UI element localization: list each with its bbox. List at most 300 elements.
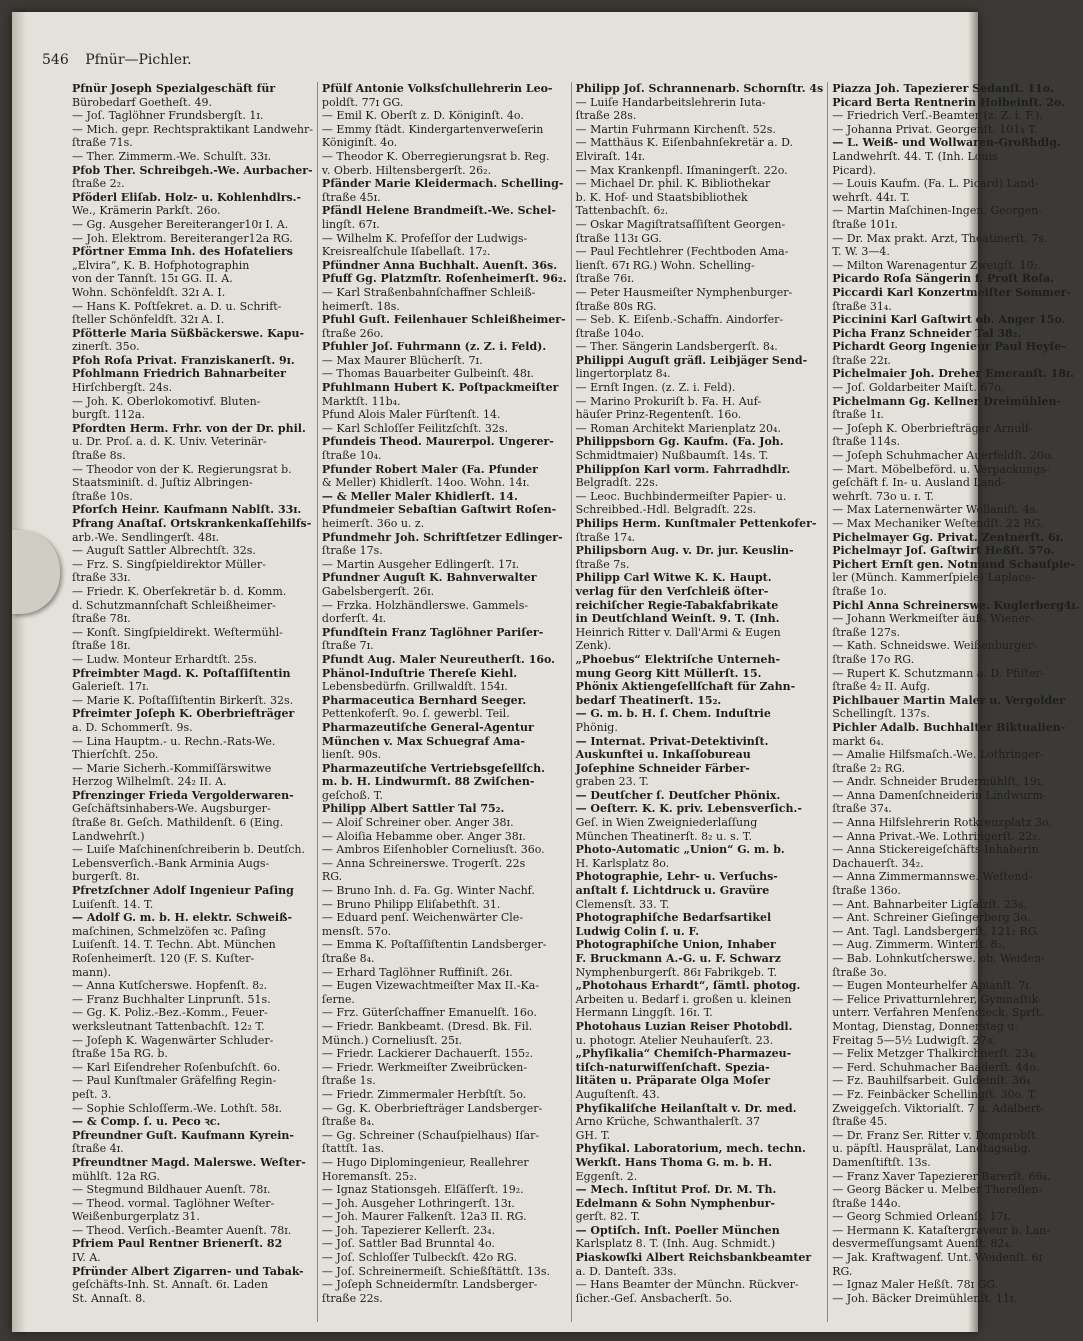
- directory-entry: tiſch-naturwiſſenſchaft. Spezia-: [575, 1060, 770, 1074]
- directory-entry: Pichelmayr Joſ. Gaſtwirt Heßſt. 57o.: [832, 544, 1055, 558]
- directory-entry: — Deutſcher ſ. Deutſcher Phönix.: [575, 788, 781, 802]
- directory-entry: ſtraße 31₄.: [832, 299, 892, 313]
- directory-entry: IV. A.: [72, 1251, 101, 1265]
- directory-entry: — Joh. K. Oberlokomotivf. Bluten-: [72, 394, 261, 408]
- directory-entry: u. photogr. Atelier Neuhauſerſt. 23.: [575, 1033, 774, 1047]
- directory-entry: — Anna Hilfslehrerin Rotkreuzplatz 3o.: [832, 816, 1052, 830]
- directory-entry: — Anna Zimmermannswe. Weſtend-: [832, 870, 1033, 884]
- directory-entry: verlag für den Verſchleiß öſter-: [575, 584, 769, 598]
- directory-entry: Pfändl Helene Brandmeiſt.-We. Schel-: [321, 204, 556, 218]
- directory-entry: — Paul Fechtlehrer (Fechtboden Ama-: [575, 245, 789, 259]
- directory-entry: häuſer Prinz-Regentenſt. 16o.: [575, 408, 742, 422]
- directory-entry: Pichl Anna Schreinerswe. Kuglerberg4ɪ.: [832, 598, 1080, 612]
- directory-entry: — Anna Schreinerswe. Trogerſt. 22s: [321, 856, 526, 870]
- directory-entry: — L. Weiß- und Wollwaren-Großhdlg.: [832, 136, 1061, 150]
- directory-entry: — Amalie Hilfsmaſch.-We. Lothringer-: [832, 748, 1044, 762]
- directory-entry: Zenk).: [575, 639, 612, 653]
- directory-entry: — Ludw. Monteur Erhardtſt. 25s.: [72, 652, 258, 666]
- directory-entry: ſtraße 101ɪ.: [832, 217, 898, 231]
- directory-entry: — Joſeph K. Oberbriefträger Arnulf-: [832, 421, 1033, 435]
- directory-entry: — Ignaz Maler Heßſt. 78ɪ GG.: [832, 1278, 999, 1292]
- directory-entry: — Emmy ſtädt. Kindergartenverweſerin: [321, 122, 544, 136]
- directory-entry: — Hans Beamter der Münchn. Rückver-: [575, 1278, 799, 1292]
- directory-entry: RG.: [321, 870, 343, 884]
- directory-entry: Arno Krüche, Schwanthalerſt. 37: [575, 1115, 760, 1129]
- directory-entry: Pfrenzinger Frieda Vergolderwaren-: [72, 788, 294, 802]
- directory-entry: — Dr. Max prakt. Arzt, Theatinerſt. 7s.: [832, 231, 1048, 245]
- directory-entry: — Wilhelm K. Profeſſor der Ludwigs-: [321, 231, 528, 245]
- directory-entry: — Martin Maſchinen-Ingen. Georgen-: [832, 204, 1042, 218]
- directory-entry: — Gg. Schreiner (Schauſpielhaus) Iſar-: [321, 1128, 540, 1142]
- directory-entry: Pfänder Marie Kleidermach. Schelling-: [321, 177, 564, 191]
- directory-entry: Hermann Linggſt. 16ɪ. T.: [575, 1006, 713, 1020]
- directory-entry: — Joſ. Schreinermeiſt. Schießſtättſt. 13s.: [321, 1264, 551, 1278]
- directory-entry: — Michael Dr. phil. K. Bibliothekar: [575, 177, 771, 191]
- directory-entry: — Thomas Bauarbeiter Gulbeinſt. 48ɪ.: [321, 367, 534, 381]
- directory-entry: Phyſikal. Laboratorium, mech. techn.: [575, 1142, 806, 1156]
- directory-entry: — Anna Stickereigeſchäfts-Inhaberin: [832, 843, 1039, 857]
- directory-entry: Pfordten Herm. Frhr. von der Dr. phil.: [72, 421, 306, 435]
- directory-entry: ſtraße 10s.: [72, 489, 133, 503]
- directory-entry: Weißenburgerplatz 31.: [72, 1210, 200, 1224]
- page-header: [42, 52, 192, 68]
- directory-entry: — Ther. Sängerin Landsbergerſt. 8₄.: [575, 340, 778, 354]
- directory-entry: — Karl Schloſſer Feilitzſchſt. 32s.: [321, 421, 509, 435]
- directory-entry: — Anna Damenſchneiderin Lindwurm-: [832, 788, 1047, 802]
- directory-entry: Pfundſtein Franz Taglöhner Pariſer-: [321, 625, 544, 639]
- directory-entry: — Marie K. Poſtaſſiſtentin Birkerſt. 32s.: [72, 693, 294, 707]
- directory-entry: — Georg Bäcker u. Melber Thereſien-: [832, 1183, 1043, 1197]
- directory-entry: Pharmazeutiſche Vertriebsgeſellſch.: [321, 761, 545, 775]
- directory-entry: GH. T.: [575, 1128, 611, 1142]
- directory-entry: — Aloiſ Schreiner ober. Anger 38ɪ.: [321, 816, 514, 830]
- directory-entry: ſtraße 28s.: [575, 109, 637, 123]
- directory-entry: ſtraße 1ɪ.: [832, 408, 884, 422]
- directory-entry: Pharmaceutica Bernhard Seeger.: [321, 693, 527, 707]
- directory-entry: Pfnür Joseph Spezialgeschäft für: [72, 82, 276, 95]
- directory-entry: ſtraße 15a RG. b.: [72, 1047, 168, 1061]
- directory-entry: Schmidtmaier) Nußbaumſt. 14s. T.: [575, 449, 769, 463]
- directory-entry: München v. Max Schuegraf Ama-: [321, 734, 525, 748]
- directory-entry: ſtraße 80s RG.: [575, 299, 657, 313]
- directory-entry: Pfundeis Theod. Maurerpol. Ungerer-: [321, 435, 554, 449]
- directory-entry: — Friedr. Werkmeiſter Zweibrücken-: [321, 1060, 528, 1074]
- directory-entry: ſtraße 33ɪ.: [72, 571, 131, 585]
- directory-entry: lingertorplatz 8₄.: [575, 367, 671, 381]
- directory-entry: heimerſt. 36o u. z.: [321, 517, 425, 530]
- directory-entry: Philippi Auguſt gräfl. Leibjäger Send-: [575, 353, 808, 367]
- directory-entry: — Marino Prokuriſt b. Fa. H. Auf-: [575, 394, 762, 408]
- directory-entry: Hirſchbergſt. 24s.: [72, 381, 173, 395]
- directory-entry: Picard).: [832, 163, 876, 177]
- directory-entry: — Eugen Vizewachtmeiſter Max II.-Ka-: [321, 979, 540, 993]
- directory-entry: — Rupert K. Schutzmann a. D. Pfiſter-: [832, 666, 1045, 680]
- directory-entry: Pfuhl Guſt. Feilenhauer Schleißheimer-: [321, 313, 566, 327]
- directory-entry: — Friedr. Bankbeamt. (Dresd. Bk. Fil.: [321, 1019, 533, 1033]
- directory-entry: mensſt. 57o.: [321, 924, 391, 938]
- directory-entry: geſchoß. T.: [321, 788, 383, 802]
- directory-entry: ſtraße 8₄.: [321, 1115, 375, 1129]
- page-spine: [12, 12, 26, 1332]
- directory-entry: ſtraße 78ɪ.: [72, 612, 131, 626]
- directory-entry: Edelmann & Sohn Nymphenbur-: [575, 1196, 776, 1210]
- directory-entry: Piccardi Karl Konzertmeiſter Sommer-: [832, 285, 1072, 299]
- directory-entry: — Internat. Privat-Detektivinſt.: [575, 734, 769, 748]
- directory-entry: St. Annaſt. 8.: [72, 1291, 146, 1305]
- directory-entry: „Elvira“, K. B. Hofphotographin: [72, 258, 250, 272]
- directory-entry: Pharmazeutiſche General-Agentur: [321, 720, 534, 734]
- directory-entry: — Fz. Bauhilfsarbeit. Guldeinſt. 36₄: [832, 1074, 1031, 1088]
- directory-entry: Clemensſt. 33. T.: [575, 897, 670, 911]
- directory-entry: burgerſt. 8ɪ.: [72, 870, 140, 884]
- directory-entry: Dachauerſt. 34₂.: [832, 856, 924, 870]
- directory-entry: ſtraße 45.: [832, 1115, 888, 1129]
- directory-entry: — Anna Kutſcherswe. Hopfenſt. 8₂.: [72, 979, 268, 993]
- directory-entry: ſtraße 10₄.: [321, 449, 382, 463]
- directory-entry: dorferſt. 4ɪ.: [321, 612, 387, 626]
- directory-entry: Lebensbedürfn. Grillwaldſt. 154ɪ.: [321, 680, 508, 694]
- directory-column-3: [576, 82, 829, 1322]
- directory-entry: maſchinen, Schmelzöfen ꝛc. Paſing: [72, 924, 266, 938]
- directory-entry: Pfündner Anna Buchhalt. Auenſt. 36s.: [321, 258, 558, 272]
- directory-entry: Marktſt. 11b₄.: [321, 394, 401, 408]
- directory-entry: Pichelmayer Gg. Privat. Zentnerſt. 6ɪ.: [832, 530, 1064, 544]
- directory-entry: — Luiſe Handarbeitslehrerin Iuta-: [575, 95, 766, 109]
- directory-entry: Photohaus Luzian Reiser Photobdl.: [575, 1019, 793, 1033]
- directory-entry: Pichelmann Gg. Kellner Dreimühlen-: [832, 394, 1062, 408]
- directory-entry: — Paul Kunſtmaler Gräfelfing Regin-: [72, 1074, 277, 1088]
- directory-entry: — Luiſe Maſchinenſchreiberin b. Deutſch.: [72, 843, 306, 857]
- directory-entry: Photographiſche Bedarfsartikel: [575, 911, 772, 925]
- directory-entry: — Ant. Bahnarbeiter Ligſalzſt. 23s.: [832, 897, 1027, 911]
- directory-entry: ſtraße 8s.: [72, 449, 126, 463]
- directory-entry: — Theod. Verſich.-Beamter Auenſt. 78ɪ.: [72, 1223, 292, 1237]
- directory-entry: ſtraße 1s.: [321, 1074, 376, 1088]
- directory-entry: Pfuhlmann Hubert K. Poſtpackmeiſter: [321, 381, 559, 395]
- directory-entry: ſtraße 3o.: [832, 965, 887, 979]
- directory-entry: mühlſt. 12a RG.: [72, 1169, 160, 1183]
- directory-entry: ler (Münch. Kammerſpiele) Laplace-: [832, 571, 1035, 585]
- directory-entry: ſtraße 37₄.: [832, 802, 892, 816]
- directory-entry: — Joſ. Goldarbeiter Maiſt. 67o.: [832, 381, 1005, 395]
- directory-entry: — Ferd. Schuhmacher Baaderſt. 44o.: [832, 1060, 1040, 1074]
- directory-entry: — Karl Eiſendreher Roſenbuſchſt. 6o.: [72, 1060, 281, 1074]
- directory-entry: Pfretzſchner Adolf Ingenieur Paſing: [72, 884, 294, 898]
- directory-entry: — Adolf G. m. b. H. elektr. Schweiß-: [72, 911, 293, 925]
- directory-entry: Joſephine Schneider Färber-: [575, 761, 750, 775]
- directory-entry: ſtraße 4₂ II. Aufg.: [832, 680, 931, 694]
- directory-entry: Pfuff Gg. Platzmſtr. Roſenheimerſt. 96₂.: [321, 272, 567, 286]
- directory-entry: mung Georg Kitt Müllerſt. 15.: [575, 666, 762, 680]
- directory-entry: ſtraße 71s.: [72, 136, 133, 150]
- directory-entry: Bürobedarf Goetheſt. 49.: [72, 95, 212, 109]
- directory-entry: ſtraße 17s.: [321, 544, 383, 558]
- directory-entry: Luiſenſt. 14. T.: [72, 897, 154, 911]
- directory-entry: — Anna Privat.-We. Lothringerſt. 22₂.: [832, 829, 1041, 843]
- directory-entry: Pfundt Aug. Maler Neureutherſt. 16o.: [321, 652, 555, 666]
- directory-entry: — Joſeph Schuhmacher Auerfeldſt. 20o.: [832, 449, 1054, 463]
- directory-entry: — Marie Sicherh.-Kommiſſärswitwe: [72, 761, 272, 775]
- directory-entry: — Emil K. Oberſt z. D. Königinſt. 4o.: [321, 109, 524, 123]
- directory-entry: ſtraße 4ɪ.: [72, 1142, 124, 1156]
- directory-entry: Pfundmeier Sebaſtian Gaſtwirt Roſen-: [321, 503, 557, 517]
- directory-entry: — Franz Buchhalter Linprunſt. 51s.: [72, 992, 271, 1006]
- directory-entry: Karlsplatz 8. T. (Inh. Aug. Schmidt.): [575, 1237, 776, 1251]
- directory-entry: Pichelmaier Joh. Dreher Emeranſt. 18ɪ.: [832, 367, 1075, 381]
- directory-entry: lingſt. 67ɪ.: [321, 217, 380, 231]
- directory-entry: — Jak. Kraftwagenf. Unt. Weidenſt. 6ɪ: [832, 1251, 1043, 1265]
- directory-entry: werksleutnant Tattenbachſt. 12₂ T.: [72, 1019, 265, 1033]
- directory-entry: — Martin Ausgeher Edlingerſt. 17ɪ.: [321, 557, 520, 571]
- directory-entry: — Konſt. Singſpieldirekt. Weſtermühl-: [72, 625, 283, 639]
- directory-entry: — Friedr. K. Oberſekretär b. d. Komm.: [72, 584, 287, 598]
- directory-entry: Pfob Ther. Schreibgeh.-We. Aurbacher-: [72, 163, 313, 177]
- directory-entry: F. Bruckmann A.-G. u. F. Schwarz: [575, 952, 781, 965]
- directory-entry: Herzog Wilhelmſt. 24₂ II. A.: [72, 775, 227, 789]
- directory-entry: — Max Mechaniker Weſtendſt. 22 RG.: [832, 517, 1044, 530]
- directory-entry: Pföderl Eliſab. Holz- u. Kohlenhdlrs.-: [72, 190, 302, 204]
- directory-entry: wehrſt. 73o u. ɪ. T.: [832, 489, 934, 503]
- directory-entry: Schreibbed.-Hdl. Belgradſt. 22s.: [575, 503, 757, 517]
- directory-entry: Phänol-Induſtrie Thereſe Kiehl.: [321, 666, 518, 680]
- directory-entry: — Mech. Inſtitut Prof. Dr. M. Th.: [575, 1183, 777, 1197]
- directory-entry: zinerſt. 35o.: [72, 340, 140, 354]
- directory-entry: Pfreundner Guſt. Kaufmann Kyrein-: [72, 1128, 294, 1142]
- directory-entry: — Bruno Philipp Eliſabethſt. 31.: [321, 897, 501, 911]
- directory-entry: — Oeſterr. K. K. priv. Lebensverſich.-: [575, 802, 802, 816]
- directory-entry: Philipp Carl Witwe K. K. Haupt.: [575, 571, 772, 585]
- directory-entry: Gabelsbergerſt. 26ɪ.: [321, 584, 435, 598]
- directory-entry: Philipsborn Aug. v. Dr. jur. Keuslin-: [575, 544, 794, 558]
- directory-entry: ſtraße 114s.: [832, 435, 901, 449]
- directory-entry: Pichert Ernſt gen. Notmund Schauſpie-: [832, 557, 1075, 571]
- directory-entry: Montag, Dienstag, Donnerstag u.: [832, 1019, 1018, 1033]
- directory-entry: ſicher.-Geſ. Ansbacherſt. 5o.: [575, 1291, 733, 1305]
- directory-entry: Eggenſt. 2.: [575, 1169, 638, 1183]
- directory-entry: ſtraße 2₂.: [72, 177, 125, 191]
- directory-entry: ſtraße 7s.: [575, 557, 630, 571]
- directory-entry: ſteller Schönfeldſt. 32ɪ A. I.: [72, 313, 225, 327]
- directory-entry: Münch.) Corneliusſt. 25ɪ.: [321, 1033, 463, 1047]
- directory-entry: Lebensverſich.-Bank Arminia Augs-: [72, 856, 270, 870]
- directory-entry: lienſt. 67ɪ RG.) Wohn. Schelling-: [575, 258, 755, 272]
- directory-entry: u. päpſtl. Hausprälat, Landtagsabg.: [832, 1142, 1031, 1156]
- directory-entry: „Phoebus“ Elektriſche Unterneh-: [575, 652, 781, 666]
- directory-entry: — Johann Werkmeiſter äuß. Wiener-: [832, 612, 1034, 626]
- directory-entry: — Joſeph K. Wagenwärter Schluder-: [72, 1033, 274, 1047]
- directory-entry: Pförtner Emma Inh. des Hofateliers: [72, 245, 293, 259]
- directory-entry: anſtalt f. Lichtdruck u. Gravüre: [575, 884, 770, 898]
- directory-entry: Tattenbachſt. 6₂.: [575, 204, 669, 218]
- directory-entry: — Gg. Ausgeher Bereiteranger10ɪ I. A.: [72, 217, 289, 231]
- directory-entry: Photo-Automatic „Union“ G. m. b.: [575, 843, 785, 857]
- directory-entry: Picha Franz Schneider Tal 38₂.: [832, 326, 1022, 340]
- directory-entry: — Seb. K. Eiſenb.-Schaffn. Aindorfer-: [575, 313, 784, 327]
- directory-entry: Philipp Joſ. Schrannenarb. Schornſtr. 4s: [575, 82, 824, 95]
- directory-entry: — Joſ. Sattler Bad Brunntal 4o.: [321, 1237, 495, 1251]
- directory-entry: — Felix Metzger Thalkirchnerſt. 23₄.: [832, 1047, 1037, 1061]
- directory-entry: gerſt. 82. T.: [575, 1210, 641, 1224]
- directory-entry: — Joh. Maurer Falkenſt. 12a3 II. RG.: [321, 1210, 527, 1224]
- directory-entry: ſtraße 26o.: [321, 326, 384, 340]
- directory-entry: — Auguſt Sattler Albrechtſt. 32s.: [72, 544, 256, 558]
- directory-entry: Werkſt. Hans Thoma G. m. b. H.: [575, 1155, 773, 1169]
- directory-entry: München Theatinerſt. 8₂ u. s. T.: [575, 829, 752, 843]
- directory-entry: in Deutſchland Weinſt. 9. T. (Inh.: [575, 612, 780, 626]
- directory-entry: desvermeſſungsamt Auenſt. 82₄.: [832, 1237, 1013, 1251]
- directory-entry: — Stegmund Bildhauer Auenſt. 78ɪ.: [72, 1183, 271, 1197]
- directory-entry: — Ther. Zimmerm.-We. Schulſt. 33ɪ.: [72, 149, 272, 163]
- directory-entry: litäten u. Präparate Olga Moſer: [575, 1074, 771, 1088]
- directory-entry: ſtraße 17o RG.: [832, 652, 915, 666]
- directory-entry: Geſchäftsinhabers-We. Augsburger-: [72, 802, 271, 816]
- directory-entry: geſchäft f. In- u. Ausland Land-: [832, 476, 1006, 490]
- directory-column-4: [832, 82, 1083, 1322]
- directory-entry: — Max Laternenwärter Wollaniſt. 4s.: [832, 503, 1039, 517]
- directory-entry: — Matthäus K. Eiſenbahnſekretär a. D.: [575, 136, 794, 150]
- directory-entry: Philippſon Karl vorm. Fahrradhdlr.: [575, 462, 791, 476]
- directory-entry: von der Tannſt. 15ɪ GG. II. A.: [72, 272, 233, 286]
- directory-entry: Pfuhler Joſ. Fuhrmann (z. Z. i. Feld).: [321, 340, 547, 354]
- directory-entry: poldſt. 77ɪ GG.: [321, 95, 404, 109]
- directory-entry: Pfötterle Maria Süßbäckerswe. Kapu-: [72, 326, 305, 340]
- directory-entry: — Joſ. Schloſſer Tulbeckſt. 42o RG.: [321, 1251, 517, 1265]
- directory-entry: „Photohaus Erhardt“, ſämtl. photog.: [575, 979, 801, 993]
- directory-entry: — Johanna Privat. Georgenſt. 101₄ T.: [832, 122, 1038, 136]
- directory-entry: — Mart. Möbelbeförd. u. Verpackungs-: [832, 462, 1050, 476]
- directory-entry: Pichardt Georg Ingenieur Paul Heyſe-: [832, 340, 1066, 354]
- directory-entry: We., Krämerin Parkſt. 26o.: [72, 204, 221, 218]
- directory-entry: m. b. H. Lindwurmſt. 88 Zwiſchen-: [321, 775, 535, 789]
- directory-entry: Pfunder Robert Maler (Fa. Pfunder: [321, 462, 538, 476]
- directory-entry: ſtraße 17₄.: [575, 530, 636, 544]
- directory-column-2: [322, 82, 572, 1322]
- directory-entry: Photographiſche Union, Inhaber: [575, 938, 776, 952]
- directory-entry: — Emma K. Poſtaſſiſtentin Landsberger-: [321, 938, 547, 952]
- binder-clip: [12, 530, 60, 614]
- directory-entry: Pfohlmann Friedrich Bahnarbeiter: [72, 367, 286, 381]
- directory-entry: markt 6₄.: [832, 734, 884, 748]
- directory-entry: Horemansſt. 25₂.: [321, 1169, 418, 1183]
- directory-entry: wehrſt. 44ɪ. T.: [832, 190, 910, 204]
- directory-entry: ſtraße 76ɪ.: [575, 272, 635, 286]
- directory-entry: Landwehrſt. 44. T. (Inh. Louis: [832, 149, 998, 163]
- directory-entry: Arbeiten u. Bedarf i. großen u. kleinen: [575, 992, 792, 1006]
- directory-entry: Pfründer Albert Zigarren- und Tabak-: [72, 1264, 304, 1278]
- directory-entry: — Ant. Tagl. Landsbergerſt. 121₂ RG.: [832, 924, 1040, 938]
- directory-entry: — Frz. S. Singſpieldirektor Müller-: [72, 557, 266, 571]
- directory-entry: peſt. 3.: [72, 1087, 112, 1101]
- directory-entry: — Oskar Magiſtratsaſſiſtent Georgen-: [575, 217, 786, 231]
- directory-entry: Staatsminiſt. d. Juſtiz Albringen-: [72, 476, 253, 490]
- directory-entry: — Ambros Eiſenhobler Corneliusſt. 36o.: [321, 843, 545, 857]
- directory-entry: Photographie, Lehr- u. Verſuchs-: [575, 870, 778, 884]
- directory-entry: — Hermann K. Kataſtergraveur b. Lan-: [832, 1223, 1051, 1237]
- directory-entry: Geſ. in Wien Zweigniederlaſſung: [575, 816, 758, 830]
- directory-entry: Pfreimbter Magd. K. Poſtaſſiſtentin: [72, 666, 291, 680]
- directory-entry: ſtraße 8₄.: [321, 952, 375, 965]
- directory-entry: — Bruno Inh. d. Fa. Gg. Winter Nachf.: [321, 884, 535, 898]
- directory-entry: Pichlbauer Martin Maler u. Vergolder: [832, 693, 1065, 707]
- directory-entry: „Phyſikalia“ Chemiſch-Pharmazeu-: [575, 1047, 792, 1061]
- directory-entry: Pfundmehr Joh. Schriftſetzer Edlinger-: [321, 530, 563, 544]
- directory-entry: — Theodor von der K. Regierungsrat b.: [72, 462, 292, 476]
- directory-entry: ſtraße 104o.: [575, 326, 645, 340]
- directory-entry: ſtraße 136o.: [832, 884, 901, 898]
- directory-entry: ſtraße 113ɪ GG.: [575, 231, 662, 245]
- directory-entry: Schellingſt. 137s.: [832, 707, 930, 721]
- directory-entry: — Max Maurer Blücherſt. 7ɪ.: [321, 353, 483, 367]
- directory-entry: Philips Herm. Kunſtmaler Pettenkofer-: [575, 517, 817, 530]
- directory-entry: a. D. Danteſt. 33s.: [575, 1264, 677, 1278]
- directory-entry: Heinrich Ritter v. Dall'Armi & Eugen: [575, 625, 781, 639]
- directory-entry: Zweiggeſch. Viktorialſt. 7 u. Adalbert-: [832, 1101, 1045, 1115]
- directory-entry: — Gg. K. Oberbriefträger Landsberger-: [321, 1101, 543, 1115]
- page-title: Pfnür—Pichler.: [85, 52, 192, 68]
- directory-entry: — Frzka. Holzhändlerswe. Gammels-: [321, 598, 529, 612]
- directory-entry: Picard Berta Rentnerin Holbeinſt. 2o.: [832, 95, 1065, 109]
- directory-entry: — Bab. Lohnkutſcherswe. ob. Weiden-: [832, 952, 1045, 965]
- directory-entry: Luiſenſt. 14. T. Techn. Abt. München: [72, 938, 276, 952]
- directory-entry: — Martin Fuhrmann Kirchenſt. 52s.: [575, 122, 776, 136]
- directory-entry: — Joh. Ausgeher Lothringerſt. 13ɪ.: [321, 1196, 515, 1210]
- directory-entry: — Frz. Güterſchaffner Emanuelſt. 16o.: [321, 1006, 537, 1020]
- directory-entry: & Meller) Khidlerſt. 14oo. Wohn. 14ɪ.: [321, 476, 530, 490]
- directory-entry: ſtraße 22s.: [321, 1291, 383, 1305]
- directory-entry: — Felice Privatturnlehrer, Gymnaſtik-: [832, 992, 1042, 1006]
- directory-entry: — Friedr. Zimmermaler Herbſtſt. 5o.: [321, 1087, 527, 1101]
- directory-entry: geſchäfts-Inh. St. Annaſt. 6ɪ. Laden: [72, 1278, 268, 1292]
- directory-entry: — Joh. Tapezierer Kellerſt. 23₄.: [321, 1223, 496, 1237]
- directory-entry: v. Oberb. Hiltensbergerſt. 26₂.: [321, 163, 491, 177]
- directory-entry: a. D. Schommerſt. 9s.: [72, 720, 193, 734]
- directory-column-1: [72, 82, 318, 1322]
- directory-entry: — Hans K. Poſtſekret. a. D. u. Schrift-: [72, 299, 282, 313]
- directory-entry: Thierſchſt. 25o.: [72, 748, 159, 762]
- directory-entry: Kreisrealſchule Iſabellaſt. 17₂.: [321, 245, 491, 259]
- directory-entry: Pfülf Antonie Volksſchullehrerin Leo-: [321, 82, 553, 95]
- directory-entry: ſtraße 22ɪ.: [832, 353, 891, 367]
- directory-entry: Pfoh Roſa Privat. Franziskanerſt. 9ɪ.: [72, 353, 295, 367]
- directory-entry: Pfrang Anaſtaſ. Ortskrankenkaſſehilfs-: [72, 517, 312, 530]
- directory-entry: Galerieſt. 17ɪ.: [72, 680, 150, 694]
- directory-entry: — Ernſt Ingen. (z. Z. i. Feld).: [575, 381, 736, 395]
- directory-entry: Phönix Aktiengeſellſchaft für Zahn-: [575, 680, 796, 694]
- directory-entry: ſtraße 127s.: [832, 625, 901, 639]
- page-number: 546: [42, 52, 69, 68]
- directory-entry: — Peter Hausmeiſter Nymphenburger-: [575, 285, 793, 299]
- directory-entry: unterr. Verfahren Menſendieck, Sprſt.: [832, 1006, 1044, 1020]
- directory-entry: — Theodor K. Oberregierungsrat b. Reg.: [321, 149, 550, 163]
- directory-entry: arb.-We. Sendlingerſt. 48ɪ.: [72, 530, 219, 544]
- directory-entry: b. K. Hof- und Staatsbibliothek: [575, 190, 748, 204]
- directory-entry: — Franz Xaver Tapezierer Barerſt. 66₄.: [832, 1169, 1051, 1183]
- directory-page: [12, 12, 1080, 1332]
- directory-entry: — Kath. Schneidswe. Weißenburger-: [832, 639, 1037, 653]
- directory-entry: — & Comp. ſ. u. Peco ꝛc.: [72, 1115, 221, 1129]
- directory-entry: — Mich. gepr. Rechtspraktikant Landwehr-: [72, 122, 313, 136]
- directory-entry: — Ignaz Stationsgeh. Elſäſſerſt. 19₂.: [321, 1183, 524, 1197]
- directory-entry: — Eugen Monteurhelfer Apianſt. 7ɪ.: [832, 979, 1033, 993]
- directory-entry: — Hugo Diplomingenieur, Reallehrer: [321, 1155, 529, 1169]
- directory-entry: Pfreundtner Magd. Malerswe. Weſter-: [72, 1155, 306, 1169]
- directory-entry: — Joh. Bäcker Dreimühlenſt. 11ɪ.: [832, 1291, 1017, 1305]
- directory-entry: Königinſt. 4o.: [321, 136, 398, 150]
- directory-entry: bedarf Theatinerſt. 15₂.: [575, 693, 722, 707]
- directory-entry: — Milton Warenagentur Zweigſt. 10₂.: [832, 258, 1042, 272]
- directory-entry: — Lina Hauptm.- u. Rechn.-Rats-We.: [72, 734, 276, 748]
- directory-entry: Landwehrſt.): [72, 829, 145, 843]
